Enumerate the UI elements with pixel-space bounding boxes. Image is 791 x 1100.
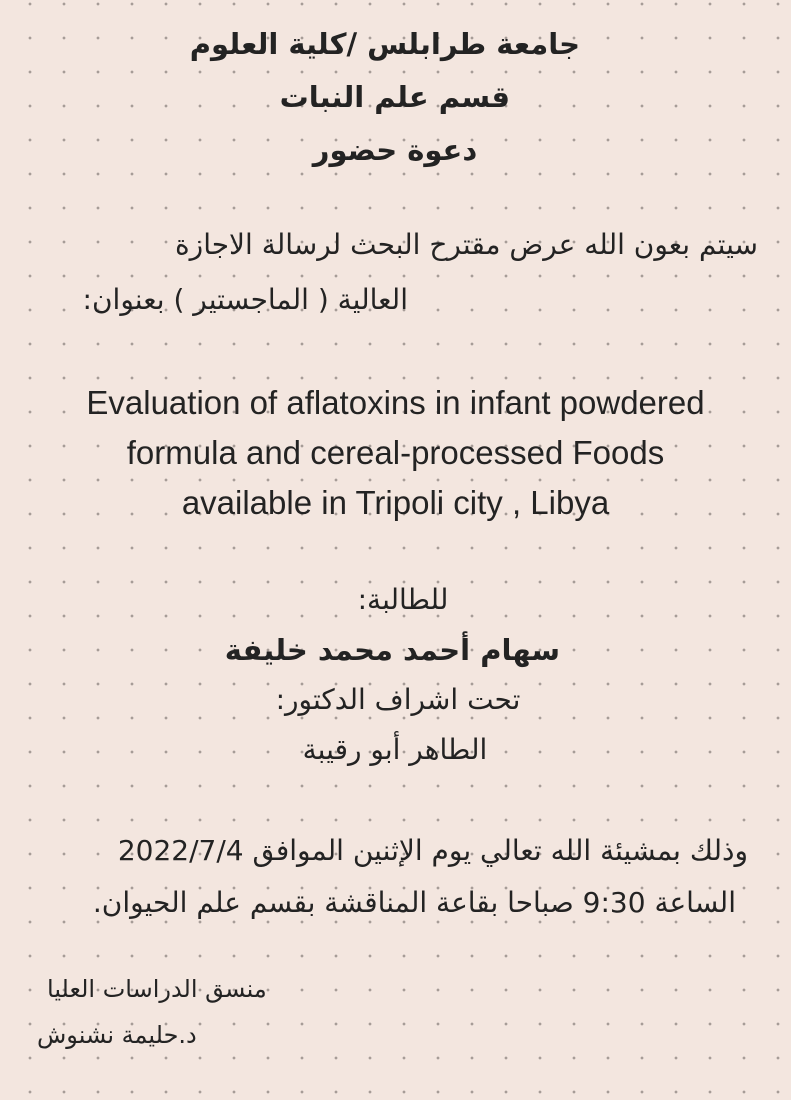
schedule-date-line: وذلك بمشيئة الله تعالي يوم الإثنين الموافق 2022/7/4 <box>117 834 748 867</box>
schedule-time-venue-line: الساعة 9:30 صباحا بقاعة المناقشة بقسم علم الحيوان. <box>92 886 736 919</box>
thesis-title-line-1: Evaluation of aflatoxins in infant powdered <box>86 384 705 421</box>
student-label: للطالبة: <box>357 583 449 616</box>
department-heading: قسم علم النبات <box>279 80 510 114</box>
student-name: سهام أحمد محمد خليفة <box>224 633 560 667</box>
signature-name: د.حليمة نشنوش <box>37 1021 197 1049</box>
supervisor-name: الطاهر أبو رقيبة <box>302 733 488 766</box>
intro-text-line-2: العالية ( الماجستير ) بعنوان: <box>82 283 408 316</box>
supervisor-label: تحت اشراف الدكتور: <box>275 683 521 716</box>
thesis-title-line-3: available in Tripoli city , Libya <box>181 484 610 521</box>
invitation-heading: دعوة حضور <box>312 133 478 167</box>
university-faculty-heading: جامعة طرابلس /كلية العلوم <box>189 27 580 61</box>
intro-text-line-1: سيتم بعون الله عرض مقترح البحث لرسالة الاجازة <box>175 228 758 261</box>
thesis-title-line-2: formula and cereal-processed Foods <box>126 434 665 471</box>
signature-title: منسق الدراسات العليا <box>47 975 267 1003</box>
